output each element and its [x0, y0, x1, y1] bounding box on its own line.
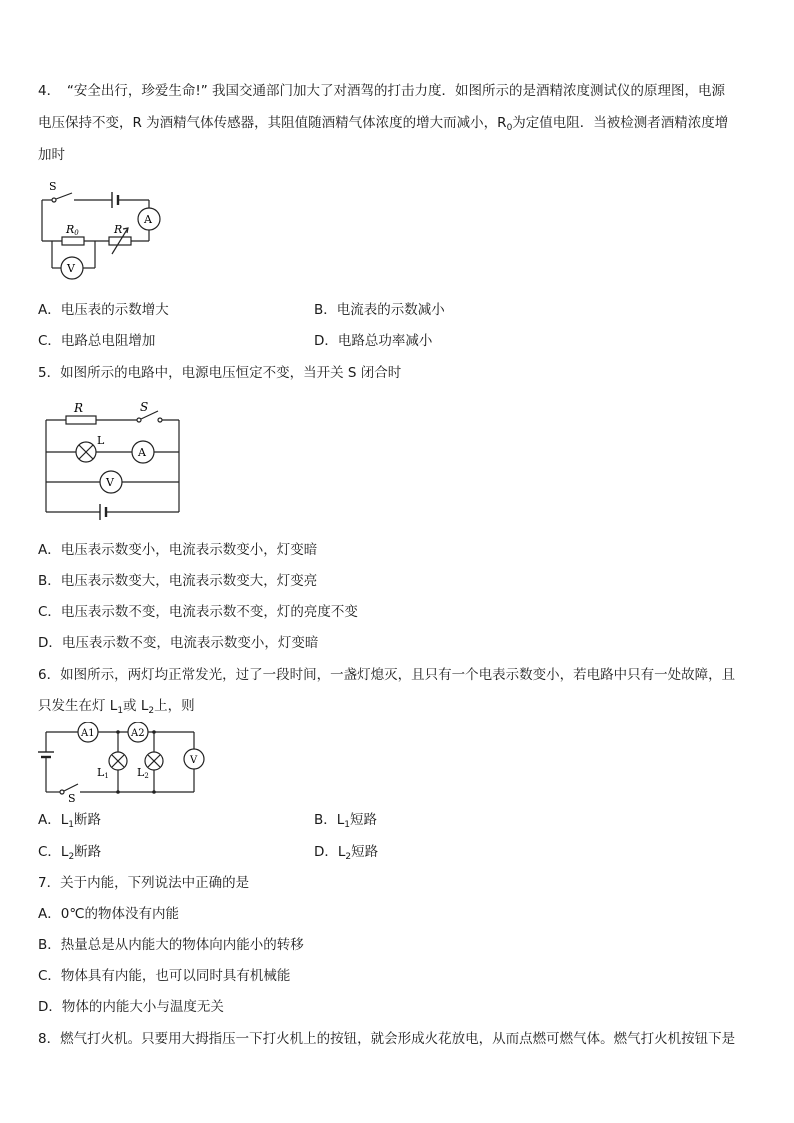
q4-stem-line-3: 加时 [38, 147, 65, 163]
q4-stem-line-1: 4． “安全出行，珍爱生命!” 我国交通部门加大了对酒驾的打击力度．如图所示的是酒精浓度测试仪的原理图，电源 [38, 83, 726, 99]
q6-ammeter-2-label: A2 [131, 728, 145, 739]
q6-lamp-2-label: L2 [137, 766, 149, 780]
q6-lamp-1-label: L1 [97, 766, 109, 780]
q6-option-d[interactable]: D．$L_2$短路 [314, 844, 379, 862]
q4-option-a[interactable]: A．电压表的示数增大 [38, 302, 169, 318]
q4-circuit-diagram [36, 178, 171, 282]
q6-option-a[interactable]: A．$L_1$断路 [38, 812, 101, 830]
q6-ammeter-1-label: A1 [81, 728, 95, 739]
q4-r0-label: R0 [66, 223, 79, 237]
q4-option-c[interactable]: C．电路总电阻增加 [38, 333, 156, 349]
q4-stem-line-2: 电压保持不变，R 为酒精气体传感器，其阻值随酒精气体浓度的增大而减小，$R_0$为定值电阻．当被检测者酒精浓度增 [38, 115, 729, 133]
q4-option-d[interactable]: D．电路总功率减小 [314, 333, 433, 349]
q5-circuit-diagram [40, 400, 185, 525]
q5-option-c[interactable]: C．电压表示数不变，电流表示数不变，灯的亮度不变 [38, 604, 358, 620]
q7-option-c[interactable]: C．物体具有内能，也可以同时具有机械能 [38, 968, 291, 984]
q4-switch-label: S [49, 180, 57, 193]
q5-option-a[interactable]: A．电压表示数变小，电流表示数变小，灯变暗 [38, 542, 318, 558]
q6-voltmeter-label: V [190, 755, 198, 766]
q7-option-b[interactable]: B．热量总是从内能大的物体向内能小的转移 [38, 937, 304, 953]
q5-option-d[interactable]: D．电压表示数不变，电流表示数变小，灯变暗 [38, 635, 319, 651]
q5-lamp-label: L [97, 434, 105, 447]
q5-voltmeter-label: V [106, 476, 114, 489]
q6-stem-line-2: 只发生在灯 $L_1$或 $L_2$上，则 [38, 698, 195, 716]
q4-option-b[interactable]: B．电流表的示数减小 [314, 302, 445, 318]
q6-stem-line-1: 6．如图所示，两灯均正常发光，过了一段时间，一盏灯熄灭，且只有一个电表示数变小，若电路中只有一处故障，且 [38, 667, 736, 683]
q5-option-b[interactable]: B．电压表示数变大，电流表示数变大，灯变亮 [38, 573, 318, 589]
q6-option-c[interactable]: C．$L_2$断路 [38, 844, 102, 862]
q5-switch-label: S [140, 400, 149, 414]
q5-ammeter-label: A [138, 446, 146, 459]
q6-switch-label: S [68, 792, 76, 804]
q5-resistor-label: R [74, 401, 84, 415]
q8-stem-line-1: 8．燃气打火机。只要用大拇指压一下打火机上的按钮，就会形成火花放电，从而点燃可燃气体。燃气打火机按钮下是 [38, 1031, 736, 1047]
q7-option-d[interactable]: D．物体的内能大小与温度无关 [38, 999, 224, 1015]
q5-stem-line-1: 5．如图所示的电路中，电源电压恒定不变，当开关 S 闭合时 [38, 365, 402, 381]
q4-r-label: R [114, 223, 123, 236]
q4-voltmeter-label: V [67, 262, 75, 275]
q6-circuit-diagram [36, 722, 216, 804]
q7-stem-line-1: 7．关于内能，下列说法中正确的是 [38, 875, 250, 891]
q4-ammeter-label: A [144, 213, 152, 226]
q6-option-b[interactable]: B．$L_1$短路 [314, 812, 378, 830]
q7-option-a[interactable]: A．0℃的物体没有内能 [38, 906, 179, 922]
